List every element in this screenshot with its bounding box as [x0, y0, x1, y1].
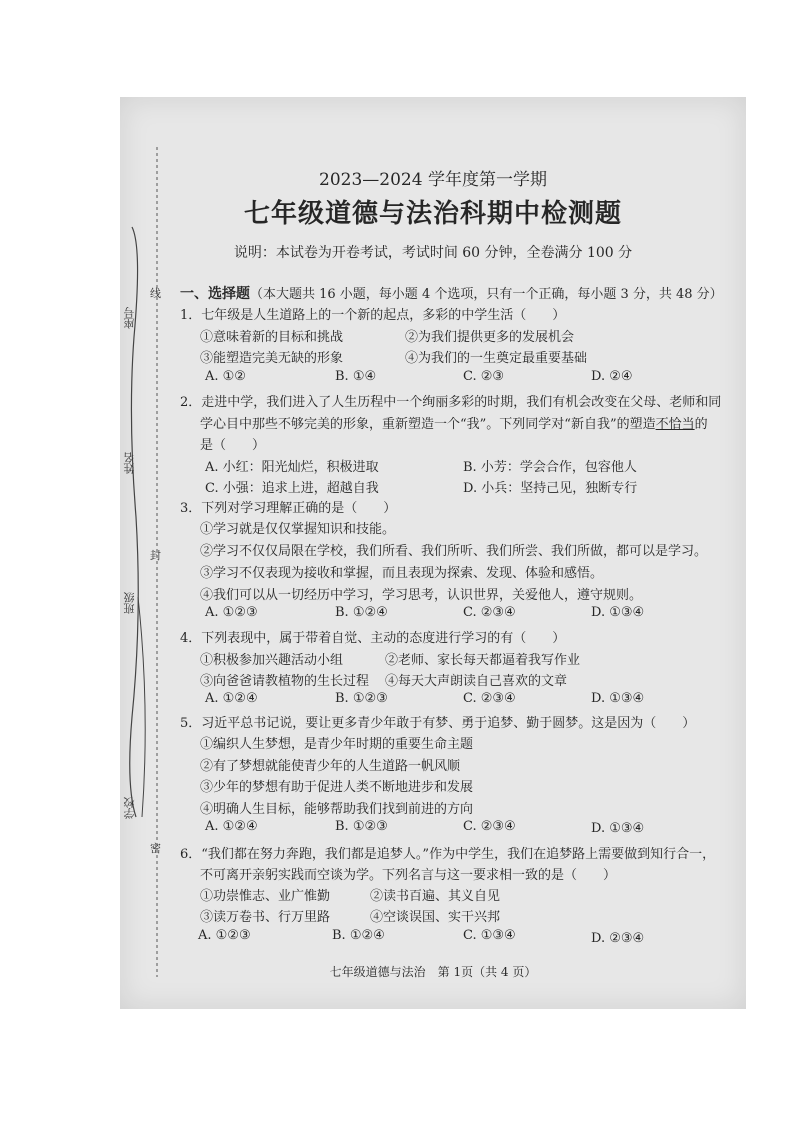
line-label: 线 [150, 287, 161, 300]
q4-option-b: B. ①②③ [335, 691, 388, 706]
q1-stem: 1．七年级是人生道路上的一个新的起点，多彩的中学生活（ ） [180, 308, 566, 323]
q1-statement-2: ②为我们提供更多的发展机会 [405, 330, 575, 345]
exam-title: 七年级道德与法治科期中检测题 [243, 199, 622, 229]
q2-emphasis: 不恰当 [655, 417, 695, 432]
q1-statement-4: ④为我们的一生奠定最重要基础 [405, 351, 588, 366]
q5-statement-1: ①编织人生梦想，是青少年时期的重要生命主题 [200, 737, 474, 752]
q6-statement-3: ③读万卷书、行万里路 [200, 910, 331, 925]
q1-option-c: C. ②③ [463, 369, 505, 384]
q2-line-1: 2．走进中学，我们进入了人生历程中一个绚丽多彩的时期，我们有机会改变在父母、老师和同 [180, 395, 722, 410]
section-title: 一、选择题 [180, 286, 250, 302]
binding-margin [120, 97, 180, 1009]
q5-option-d: D. ①③④ [591, 821, 645, 836]
q3-option-d: D. ①③④ [591, 605, 645, 620]
q6-option-d: D. ②③④ [591, 931, 645, 946]
q4-statement-4: ④每天大声朗读自己喜欢的文章 [385, 674, 568, 689]
q4-statement-2: ②老师、家长每天都逼着我写作业 [385, 653, 581, 668]
q5-stem: 5．习近平总书记说，要让更多青少年敢于有梦、勇于追梦、勤于圆梦。这是因为（ ） [180, 716, 696, 731]
q2-option-a: A. 小红：阳光灿烂，积极进取 [205, 460, 379, 475]
q3-option-c: C. ②③④ [463, 605, 516, 620]
section-heading [180, 283, 723, 303]
q3-statement-4: ④我们可以从一切经历中学习，学习思考，认识世界，关爱他人，遵守规则。 [200, 588, 643, 603]
q3-statement-3: ③学习不仅表现为接收和掌握，而且表现为探索、发现、体验和感悟。 [200, 566, 604, 581]
q6-line-1: 6．“我们都在努力奔跑，我们都是追梦人。”作为中学生，我们在追梦路上需要做到知行合一， [180, 847, 716, 862]
q5-statement-2: ②有了梦想就能使青少年的人生道路一帆风顺 [200, 759, 461, 774]
q4-stem: 4．下列表现中，属于带着自觉、主动的态度进行学习的有（ ） [180, 631, 566, 646]
q1-option-d: D. ②④ [591, 369, 633, 384]
q1-statement-3: ③能塑造完美无缺的形象 [200, 351, 344, 366]
page-footer: 七年级道德与法治 第 1页（共 4 页） [329, 965, 537, 979]
q6-statement-4: ④空谈误国、实干兴邦 [370, 910, 501, 925]
q5-statement-4: ④明确人生目标，能够帮助我们找到前进的方向 [200, 802, 474, 817]
q4-option-a: A. ①②④ [205, 691, 258, 706]
name-label: 姓名 [123, 452, 136, 474]
q6-option-c: C. ①③④ [463, 928, 516, 943]
q2-line-2: 学心目中那些不够完美的形象，重新塑造一个“我”。下列同学对“新自我”的塑造不恰当的 [200, 417, 708, 432]
q5-statement-3: ③少年的梦想有助于促进人类不断地进步和发展 [200, 780, 474, 795]
q6-statement-1: ①功崇惟志、业广惟勤 [200, 889, 331, 904]
exam-note: 说明：本试卷为开卷考试，考试时间 60 分钟，全卷满分 100 分 [233, 245, 633, 261]
seat-label: 座号 [123, 307, 136, 329]
q5-option-b: B. ①②③ [335, 819, 388, 834]
q3-option-b: B. ①②④ [335, 605, 388, 620]
q2-option-b: B. 小芳：学会合作，包容他人 [463, 460, 637, 475]
q6-statement-2: ②读书百遍、其义自见 [370, 889, 501, 904]
q6-option-b: B. ①②④ [332, 928, 385, 943]
q1-option-b: B. ①④ [335, 369, 377, 384]
q4-statement-3: ③向爸爸请教植物的生长过程 [200, 674, 370, 689]
q1-statement-1: ①意味着新的目标和挑战 [200, 330, 344, 345]
q6-line-2: 不可离开亲躬实践而空谈为学。下列名言与这一要求相一致的是（ ） [200, 868, 617, 883]
school-label: 学校 [123, 797, 136, 819]
q2-line-3: 是（ ） [200, 438, 266, 453]
school-year: 2023—2024 学年度第一学期 [319, 170, 547, 190]
secret-label: 密 [150, 842, 161, 855]
q4-statement-1: ①积极参加兴趣活动小组 [200, 653, 344, 668]
q3-option-a: A. ①②③ [205, 605, 258, 620]
exam-paper [120, 97, 746, 1009]
q1-option-a: A. ①② [205, 369, 246, 384]
q2-option-d: D. 小兵：坚持己见，独断专行 [463, 481, 638, 496]
q2-option-c: C. 小强：追求上进，超越自我 [205, 481, 379, 496]
q3-stem: 3．下列对学习理解正确的是（ ） [180, 501, 397, 516]
q5-option-c: C. ②③④ [463, 819, 516, 834]
class-label: 班级 [123, 592, 136, 614]
section-desc: （本大题共 16 小题，每小题 4 个选项，只有一个正确，每小题 3 分，共 48 分） [250, 287, 723, 302]
q3-statement-1: ①学习就是仅仅掌握知识和技能。 [200, 522, 396, 537]
seal-label: 封 [150, 549, 161, 562]
q6-option-a: A. ①②③ [198, 928, 251, 943]
q4-option-d: D. ①③④ [591, 691, 645, 706]
q3-statement-2: ②学习不仅仅局限在学校，我们所看、我们所听、我们所尝、我们所做，都可以是学习。 [200, 544, 708, 559]
q4-option-c: C. ②③④ [463, 691, 516, 706]
q5-option-a: A. ①②④ [205, 819, 258, 834]
